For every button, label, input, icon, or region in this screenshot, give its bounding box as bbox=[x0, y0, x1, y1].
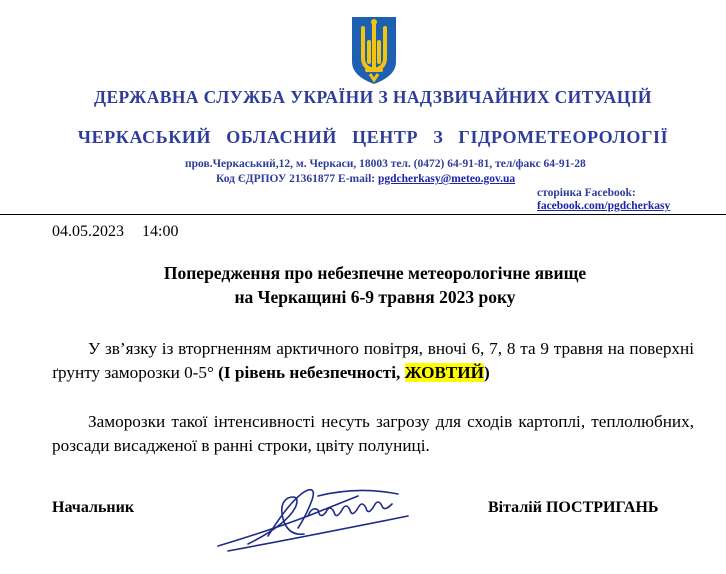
warning-heading-line-1: Попередження про небезпечне метеорологічне явище bbox=[163, 263, 587, 283]
code-email-line bbox=[216, 173, 515, 185]
danger-level-close: ) bbox=[483, 363, 490, 382]
signature-icon bbox=[208, 476, 448, 566]
danger-level-text: (І рівень небезпечності, bbox=[218, 363, 405, 382]
date-time-line bbox=[52, 223, 178, 241]
header-divider bbox=[0, 214, 726, 215]
coat-of-arms-emblem bbox=[349, 14, 399, 86]
date-text: 04.05.2023 bbox=[52, 223, 124, 240]
facebook-label: сторінка Facebook: bbox=[537, 187, 636, 199]
warning-paragraph-2: Заморозки такої інтенсивності несуть загрозу для сходів картоплі, теплолюбних, розсади висадженої в ранні строки, цвіту полуниці. bbox=[52, 412, 694, 455]
time-text: 14:00 bbox=[142, 223, 179, 240]
code-label: Код ЄДРПОУ 21361877 E-mail: bbox=[216, 173, 378, 185]
danger-level-color-label: ЖОВТИЙ bbox=[404, 363, 484, 382]
trident-icon bbox=[349, 14, 399, 86]
agency-title: ДЕРЖАВНА СЛУЖБА УКРАЇНИ З НАДЗВИЧАЙНИХ СИТУАЦІЙ bbox=[94, 87, 652, 107]
email-link[interactable]: pgdcherkasy@meteo.gov.ua bbox=[377, 173, 516, 185]
warning-heading-line-2: на Черкащині 6-9 травня 2023 року bbox=[234, 287, 516, 307]
facebook-link[interactable]: facebook.com/pgdcherkasy bbox=[537, 200, 671, 212]
paragraph-1-text: У зв’язку із вторгненням арктичного повітря, вночі 6, 7, 8 та 9 травня на поверхні ґрунту заморозки 0-5° bbox=[52, 339, 694, 382]
warning-paragraph-1 bbox=[52, 337, 694, 385]
signer-position: Начальник bbox=[52, 499, 135, 516]
signer-name: Віталій ПОСТРИГАНЬ bbox=[488, 499, 659, 516]
handwritten-signature-image bbox=[208, 476, 448, 566]
center-title: ЧЕРКАСЬКИЙ ОБЛАСНИЙ ЦЕНТР З ГІДРОМЕТЕОРОЛОГІЇ bbox=[77, 127, 669, 147]
address-line: пров.Черкаський,12, м. Черкаси, 18003 тел. (0472) 64-91-81, тел/факс 64-91-28 bbox=[185, 158, 586, 170]
